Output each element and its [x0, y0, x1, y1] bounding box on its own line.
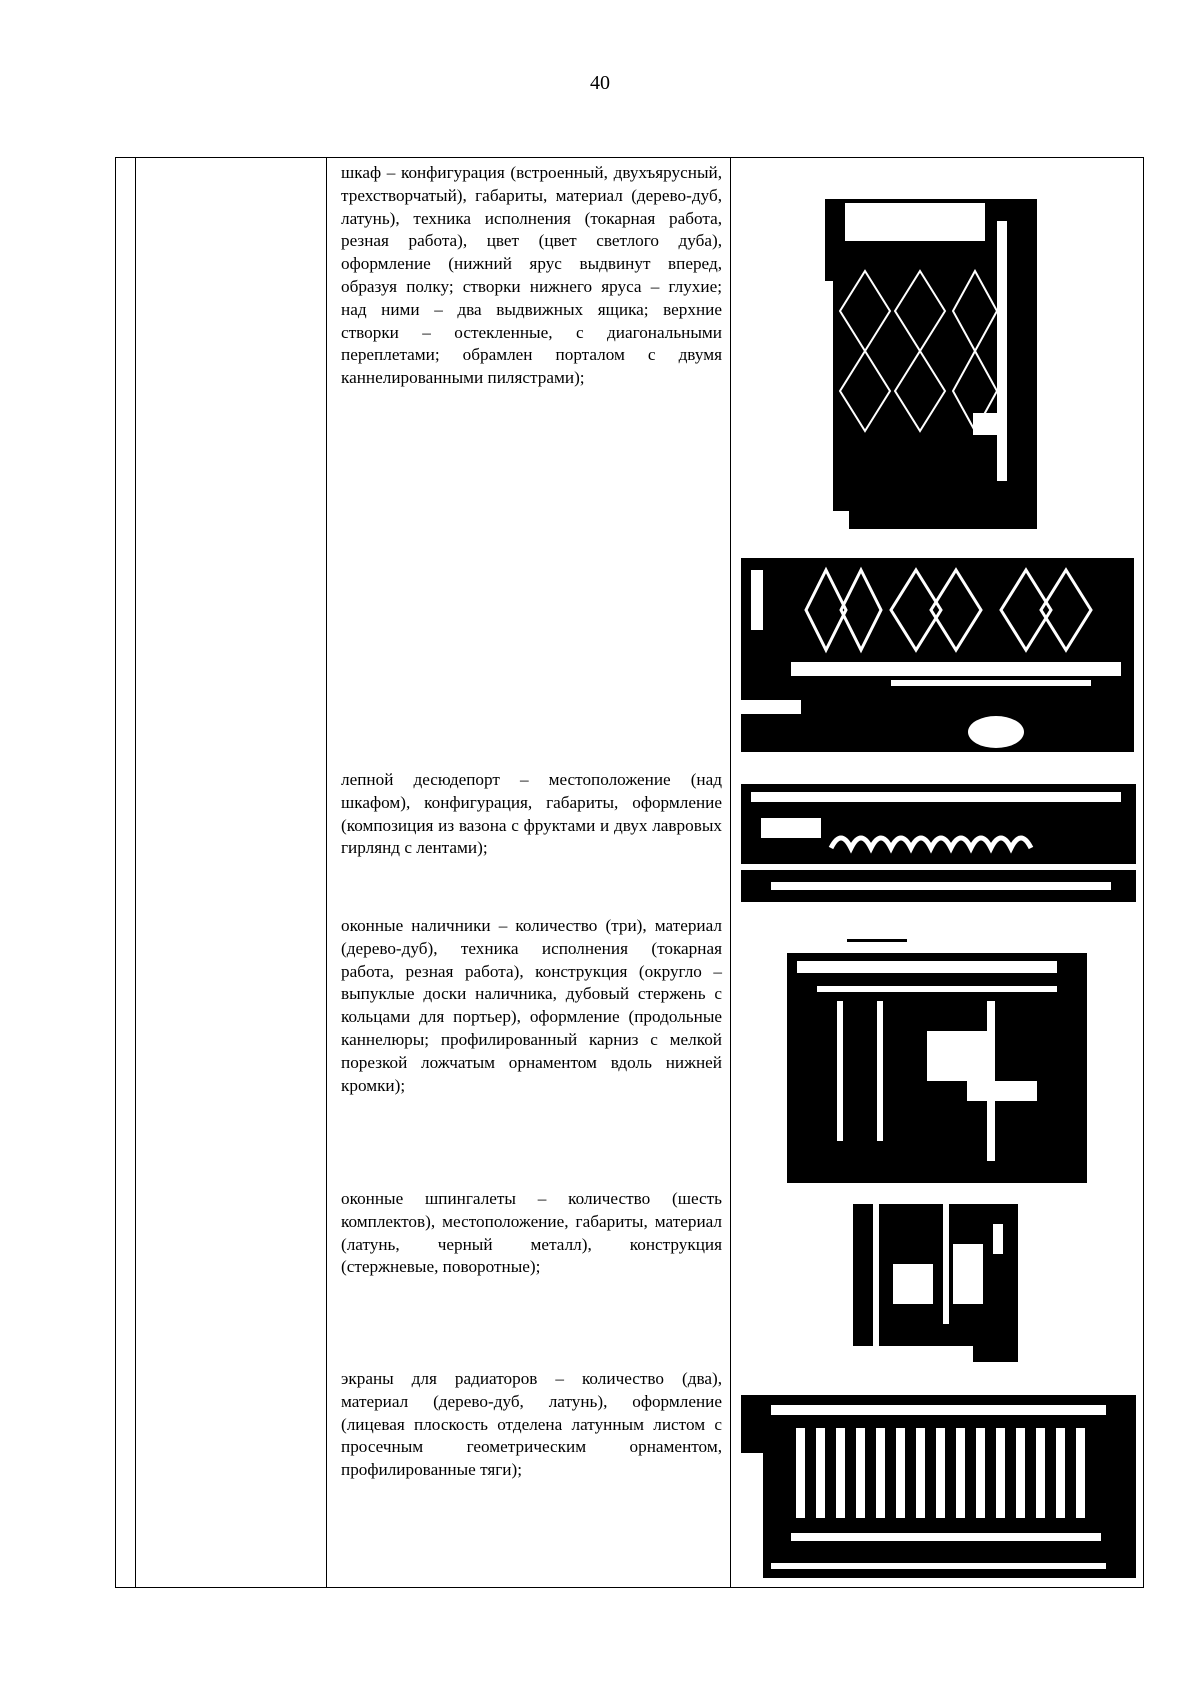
item-description-window-casings: оконные наличники – количество (три), материал (дерево-дуб), техника исполнения (токарная работа, резная работа), конструкция (округло – выпуклые доски наличника, дубовый стержень с кольцами для портьер), оформление (продольные каннелюры; профилированный карниз с мелкой порезкой ложчатым орнаментом вдоль нижней кромки); — [341, 916, 722, 1095]
item-description-overdoor: лепной десюдепорт – местоположение (над шкафом), конфигурация, габариты, оформление (композиция из вазона с фруктами и двух лавровых гирлянд с лентами); — [341, 770, 722, 858]
column-divider — [135, 158, 136, 1587]
column-divider — [730, 158, 731, 1587]
page-number: 40 — [590, 72, 610, 94]
object-table — [115, 157, 1144, 1588]
photo-overdoor — [741, 778, 1136, 910]
item-description-radiator-screens: экраны для радиаторов – количество (два), материал (дерево-дуб, латунь), оформление (лицевая плоскость отделена латунным листом с просечным геометрическим орнаментом, профилированные тяги); — [341, 1369, 722, 1480]
column-divider — [326, 158, 327, 1587]
item-description-cabinet: шкаф – конфигурация (встроенный, двухъярусный, трехстворчатый), габариты, материал (дерево-дуб, латунь), техника исполнения (токарная работа, резная работа), цвет (цвет светлого дуба), оформление (нижний ярус выдвинут вперед, образуя полку; створки нижнего яруса – глухие; над ними – два выдвижных ящика; верхние створки – остекленные, с диагональными переплетами; обрамлен порталом с двумя каннелированными пилястрами); — [341, 163, 722, 388]
item-description-espagnolettes: оконные шпингалеты – количество (шесть комплектов), местоположение, габариты, материал (латунь, черный металл), конструкция (стержневые, поворотные); — [341, 1189, 722, 1277]
photo-espagnolette — [853, 1204, 1018, 1362]
photo-radiator-screen — [741, 1383, 1136, 1578]
photo-window-casing — [787, 931, 1087, 1183]
photo-cabinet-glazed-doors — [741, 550, 1134, 752]
photo-cabinet — [825, 181, 1037, 529]
